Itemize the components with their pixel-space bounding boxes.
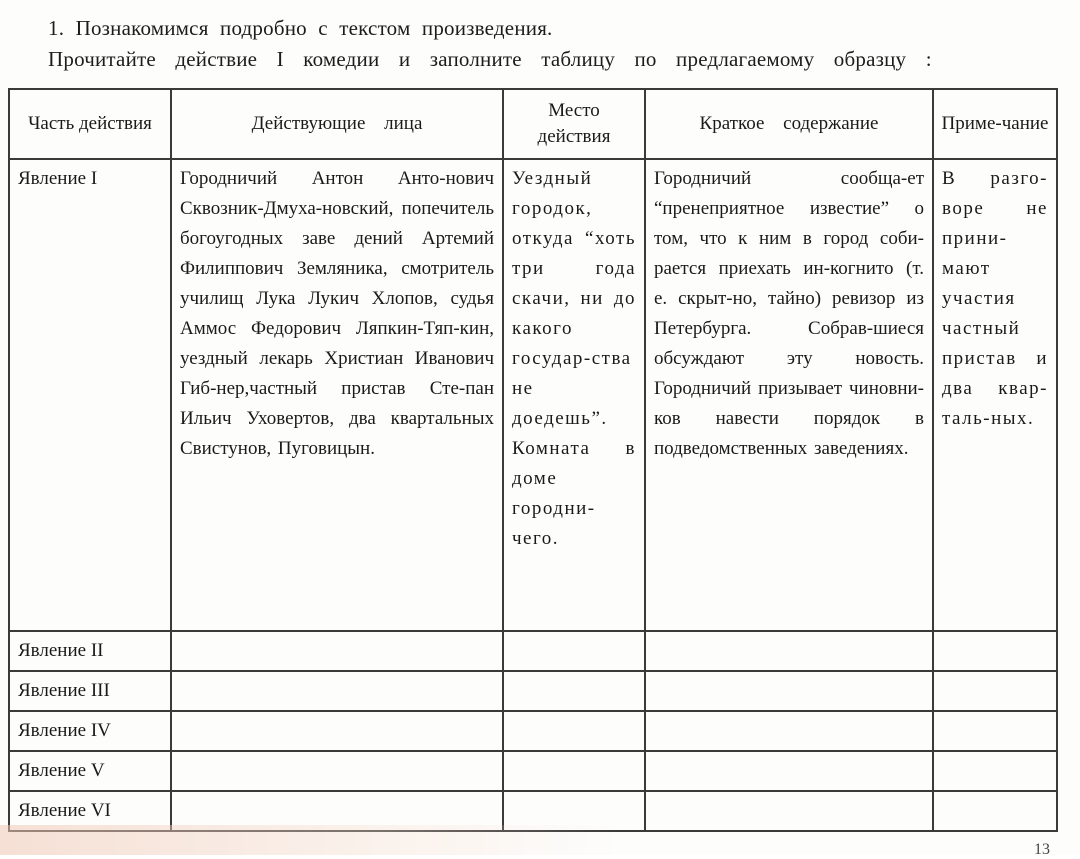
empty-cell[interactable]	[933, 751, 1057, 791]
empty-cell[interactable]	[645, 671, 933, 711]
empty-cell[interactable]	[645, 791, 933, 831]
table-row	[9, 751, 1057, 791]
row-label: Явление I	[9, 159, 171, 631]
empty-cell[interactable]	[171, 711, 503, 751]
empty-cell[interactable]	[171, 631, 503, 671]
empty-cell[interactable]	[503, 631, 645, 671]
empty-cell[interactable]	[933, 631, 1057, 671]
cell-note: В разго-воре не прини-мают участия частный пристав и два квар-таль-ных.	[933, 159, 1057, 631]
header-place: Место действия	[503, 89, 645, 159]
cell-place: Уездный городок, откуда “хоть три года скачи, ни до какого государ-ства не доедешь”. Комната в доме городни-чего.	[503, 159, 645, 631]
row-label: Явление VI	[9, 791, 171, 831]
row-label: Явление III	[9, 671, 171, 711]
empty-cell[interactable]	[645, 751, 933, 791]
row-label: Явление V	[9, 751, 171, 791]
table-row	[9, 159, 1057, 631]
empty-cell[interactable]	[503, 671, 645, 711]
decorative-band	[0, 825, 620, 855]
empty-cell[interactable]	[933, 711, 1057, 751]
empty-cell[interactable]	[503, 751, 645, 791]
empty-cell[interactable]	[171, 671, 503, 711]
cell-characters: Городничий Антон Анто-нович Сквозник-Дмуха-новский, попечитель богоугодных заве дений Артемий Филиппович Земляника, смотритель училищ Лука Лукич Хлопов, судья Аммос Федорович Ляпкин-Тяп-кин, уездный лекарь Христиан Иванович Гиб-нер,частный пристав Сте-пан Ильич Уховертов, два квартальных Свистунов, Пуговицын.	[171, 159, 503, 631]
table-header-row	[9, 89, 1057, 159]
table-row	[9, 711, 1057, 751]
table-row	[9, 631, 1057, 671]
empty-cell[interactable]	[645, 631, 933, 671]
header-characters: Действующие лица	[171, 89, 503, 159]
empty-cell[interactable]	[503, 711, 645, 751]
page-number: 13	[1034, 841, 1050, 858]
empty-cell[interactable]	[933, 791, 1057, 831]
empty-cell[interactable]	[645, 711, 933, 751]
worksheet-table	[8, 88, 1058, 832]
task-instruction-line-2: Прочитайте действие I комедии и заполните таблицу по предлагаемому образцу :	[48, 47, 932, 71]
cell-summary: Городничий сообща-ет “пренеприятное известие” о том, что к ним в город соби-рается приехать ин-когнито (т. е. скрыт-но, тайно) ревизор из Петербурга. Собрав-шиеся обсуждают эту новость. Городничий призывает чиновни-ков навести порядок в подведомственных заведениях.	[645, 159, 933, 631]
empty-cell[interactable]	[171, 751, 503, 791]
row-label: Явление IV	[9, 711, 171, 751]
header-note: Приме-чание	[933, 89, 1057, 159]
header-summary: Краткое содержание	[645, 89, 933, 159]
empty-cell[interactable]	[933, 671, 1057, 711]
table-row	[9, 671, 1057, 711]
task-instruction-line-1: 1. Познакомимся подробно с текстом произведения.	[48, 16, 553, 40]
row-label: Явление II	[9, 631, 171, 671]
header-part: Часть действия	[9, 89, 171, 159]
